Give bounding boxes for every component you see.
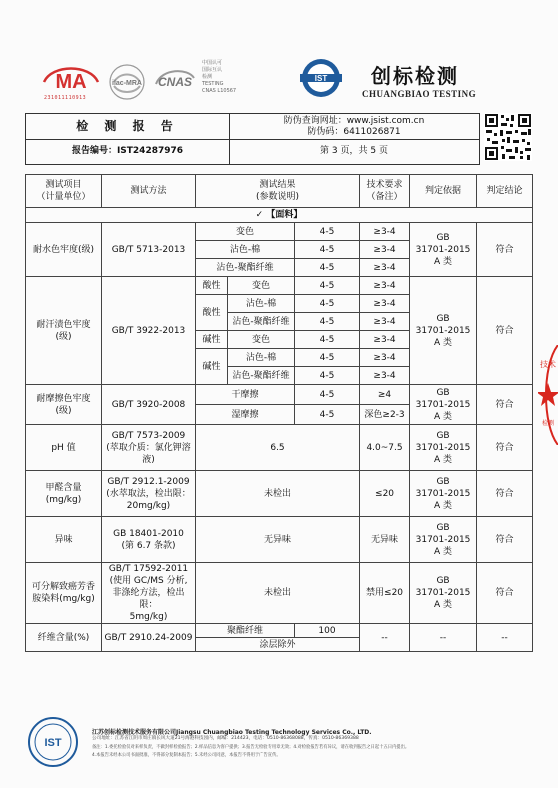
- qr-code: [484, 113, 532, 161]
- conclusion-cell: 符合: [477, 517, 533, 563]
- basis-cell: [410, 277, 477, 385]
- header-line: 测试结果: [259, 180, 296, 190]
- basis-cell: --: [410, 624, 477, 652]
- basis-line: 31701-2015: [415, 488, 471, 499]
- req-cell: ≥3-4: [360, 277, 410, 295]
- conclusion-cell: 符合: [477, 277, 533, 385]
- report-no-cell: [26, 139, 230, 164]
- param-cell: 沾色-聚酯纤维: [228, 367, 295, 385]
- item-line: 胺染料(mg/kg): [32, 594, 95, 604]
- req-cell: ≥3-4: [360, 259, 410, 277]
- value-cell: 4-5: [295, 385, 360, 405]
- item-line: (级): [55, 405, 72, 416]
- cnas-line: 检测: [202, 74, 213, 80]
- item-cell: 异味: [26, 517, 102, 563]
- ist-logo: [296, 57, 346, 99]
- header-line: （计量单位）: [36, 192, 91, 202]
- conclusion-cell: --: [477, 624, 533, 652]
- header-line: 测试项目: [45, 180, 82, 190]
- req-cell: ≥3-4: [360, 313, 410, 331]
- footer-organization: 江苏创标检测技术服务有限公司Jiangsu Chuangbiao Testing Technology Services Co., LTD.: [92, 729, 372, 736]
- item-cell: [26, 471, 102, 517]
- table-row: [26, 277, 533, 295]
- header-line: (参数说明): [256, 192, 300, 202]
- col-conclusion: 判定结论: [477, 175, 533, 208]
- table-row: [26, 425, 533, 471]
- param-cell: 沾色-棉: [228, 295, 295, 313]
- cnas-letters: CNAS: [157, 75, 193, 89]
- group-cell: 酸性: [196, 295, 228, 331]
- section-row: [26, 208, 533, 223]
- basis-line: GB: [436, 313, 450, 324]
- item-line: 耐汗渍色牢度: [36, 319, 91, 330]
- result-cell: 无异味: [196, 517, 360, 563]
- group-cell: 酸性: [196, 277, 228, 295]
- value-cell: 4-5: [295, 277, 360, 295]
- param-cell: 沾色-棉: [196, 241, 295, 259]
- item-line: (级): [55, 331, 72, 342]
- group-cell: 碱性: [196, 331, 228, 349]
- conclusion-cell: 符合: [477, 385, 533, 425]
- basis-cell: [410, 385, 477, 425]
- item-cell: pH 值: [26, 425, 102, 471]
- col-basis: 判定依据: [410, 175, 477, 208]
- note-cell: 涂层除外: [196, 638, 360, 652]
- req-cell: --: [360, 624, 410, 652]
- req-cell: ≥4: [360, 385, 410, 405]
- basis-line: A 类: [434, 411, 453, 422]
- basis-line: GB: [436, 232, 450, 243]
- cma-logo: [42, 62, 100, 92]
- footer-ist-letters: IST: [44, 737, 62, 749]
- col-method: 测试方法: [102, 175, 196, 208]
- col-requirement: [360, 175, 410, 208]
- method-line: (第 6.7 条款): [121, 540, 176, 551]
- value-cell: 4-5: [295, 259, 360, 277]
- basis-line: 31701-2015: [415, 534, 471, 545]
- basis-line: GB: [436, 576, 450, 586]
- footer-contact: 公司地址：江苏省江阴市周庄镇长风大道21号海港科技园内，邮编：214423，电话：0510-86368088，传真：0510-86369388: [92, 736, 359, 741]
- method-line: (萃取介质：氯化钾溶: [106, 442, 191, 453]
- basis-cell: [410, 517, 477, 563]
- ist-letters: IST: [314, 74, 328, 83]
- basis-cell: [410, 563, 477, 624]
- item-line: 可分解致癌芳香: [31, 582, 95, 592]
- cnas-text: [202, 60, 250, 95]
- ilac-letters: ilac-MRA: [112, 80, 142, 87]
- ma-number: 231011110913: [44, 95, 87, 101]
- test-results-table: [25, 174, 533, 652]
- method-cell: GB/T 3920-2008: [102, 385, 196, 425]
- col-item: [26, 175, 102, 208]
- anti-fake-info: [229, 116, 479, 138]
- conclusion-cell: 符合: [477, 223, 533, 277]
- method-cell: [102, 471, 196, 517]
- brand-name-cn: 创标检测: [371, 64, 459, 88]
- req-cell: ≤20: [360, 471, 410, 517]
- ma-letters: MA: [55, 71, 87, 92]
- seal-text: 技术: [540, 360, 556, 369]
- logo-header: [0, 0, 558, 110]
- seal-stamp-edge: [538, 345, 558, 445]
- seal-text: 检测: [541, 420, 555, 427]
- conclusion-cell: 符合: [477, 425, 533, 471]
- param-cell: 湿摩擦: [196, 405, 295, 425]
- section-fabric: ✓ 【面料】: [26, 208, 533, 223]
- item-cell: [26, 277, 102, 385]
- req-cell: 禁用≤20: [360, 563, 410, 624]
- basis-line: 31701-2015: [415, 588, 471, 598]
- item-cell: 耐水色牢度(级): [26, 223, 102, 277]
- cnas-logo: [152, 64, 198, 94]
- item-cell: [26, 385, 102, 425]
- table-header-row: [26, 175, 533, 208]
- result-cell: 未检出: [196, 563, 360, 624]
- value-cell: 100: [295, 624, 360, 638]
- table-row: [26, 563, 533, 624]
- table-row: [26, 385, 533, 405]
- footer-note: 4.本报告未经本公司书面批准，不得部分复制本报告；5.未经公司同意，本报告不得用于广告宣传。: [92, 753, 281, 758]
- basis-line: A 类: [434, 546, 453, 557]
- brand-name-en: CHUANGBIAO TESTING: [362, 89, 477, 99]
- header-line: 技术要求: [366, 180, 403, 190]
- basis-line: A 类: [434, 500, 453, 511]
- param-cell: 沾色-聚酯纤维: [228, 313, 295, 331]
- req-cell: ≥3-4: [360, 367, 410, 385]
- report-number: 报告编号：IST24287976: [71, 146, 184, 156]
- param-cell: 聚酯纤维: [196, 624, 295, 638]
- anti-fake-cell: [229, 114, 479, 140]
- method-line: GB/T 2912.1-2009: [107, 476, 190, 487]
- method-line: GB 18401-2010: [113, 528, 184, 539]
- basis-line: A 类: [434, 454, 453, 465]
- req-cell: 无异味: [360, 517, 410, 563]
- cnas-line: CNAS L10567: [202, 88, 237, 94]
- table-row: [26, 223, 533, 241]
- conclusion-cell: 符合: [477, 563, 533, 624]
- method-line: 非涤纶方法，检出限：: [112, 588, 185, 610]
- param-cell: 变色: [228, 277, 295, 295]
- report-title: 检 测 报 告: [76, 119, 179, 133]
- req-cell: ≥3-4: [360, 223, 410, 241]
- value-cell: 4-5: [295, 367, 360, 385]
- value-cell: 4-5: [295, 313, 360, 331]
- result-cell: 6.5: [196, 425, 360, 471]
- header-line: （备注）: [366, 192, 403, 202]
- param-cell: 干摩擦: [196, 385, 295, 405]
- item-cell: 纤维含量(%): [26, 624, 102, 652]
- value-cell: 4-5: [295, 349, 360, 367]
- title-cell: [26, 114, 230, 140]
- method-line: 5mg/kg): [129, 612, 168, 622]
- method-cell: GB/T 2910.24-2009: [102, 624, 196, 652]
- col-result: [196, 175, 360, 208]
- conclusion-cell: 符合: [477, 471, 533, 517]
- footer-note: 备注：1.委托检验仅对来样负责，不做封样检验报告；2.样品信息为客户提供；3.报告无检验专用章无效；4.对检验报告若有异议，请在收到报告之日起十五日内提出。: [92, 745, 410, 750]
- param-cell: 变色: [196, 223, 295, 241]
- method-cell: [102, 425, 196, 471]
- item-cell: [26, 563, 102, 624]
- page-cell: [229, 139, 479, 164]
- anti-fake-site: 防伪查询网址：www.jsist.com.cn: [283, 116, 425, 126]
- basis-line: A 类: [434, 337, 453, 348]
- item-line: 甲醛含量: [45, 482, 82, 493]
- basis-line: GB: [436, 430, 450, 441]
- basis-line: GB: [436, 522, 450, 533]
- basis-line: 31701-2015: [415, 244, 471, 255]
- item-line: (mg/kg): [45, 494, 82, 505]
- ilac-mra-logo: [106, 62, 148, 102]
- cnas-line: TESTING: [202, 81, 224, 87]
- table-row: [26, 471, 533, 517]
- method-line: GB/T 7573-2009: [111, 430, 186, 441]
- result-cell: 未检出: [196, 471, 360, 517]
- param-cell: 变色: [228, 331, 295, 349]
- req-cell: 4.0~7.5: [360, 425, 410, 471]
- basis-line: 31701-2015: [415, 399, 471, 410]
- method-cell: [102, 563, 196, 624]
- anti-fake-code: 防伪码：6411026871: [307, 127, 401, 137]
- value-cell: 4-5: [295, 405, 360, 425]
- basis-cell: [410, 425, 477, 471]
- value-cell: 4-5: [295, 331, 360, 349]
- req-cell: ≥3-4: [360, 349, 410, 367]
- value-cell: 4-5: [295, 223, 360, 241]
- method-line: 液): [142, 454, 155, 465]
- cnas-line: 国际互认: [202, 67, 223, 73]
- req-cell: 深色≥2-3: [360, 405, 410, 425]
- basis-line: GB: [436, 387, 450, 398]
- method-cell: GB/T 3922-2013: [102, 277, 196, 385]
- req-cell: ≥3-4: [360, 331, 410, 349]
- req-cell: ≥3-4: [360, 241, 410, 259]
- method-line: 20mg/kg): [126, 500, 171, 511]
- method-cell: GB/T 5713-2013: [102, 223, 196, 277]
- page-number: 第 3 页，共 5 页: [320, 146, 388, 156]
- basis-line: A 类: [434, 600, 453, 610]
- method-line: (水萃取法，检出限：: [106, 488, 191, 499]
- basis-line: 31701-2015: [415, 442, 471, 453]
- report-title-box: [25, 113, 480, 165]
- method-line: GB/T 17592-2011: [108, 564, 189, 574]
- method-cell: [102, 517, 196, 563]
- method-line: (使用 GC/MS 分析,: [109, 576, 188, 586]
- cnas-line: 中国认可: [202, 60, 223, 66]
- req-cell: ≥3-4: [360, 295, 410, 313]
- item-line: 耐摩擦色牢度: [36, 393, 91, 404]
- value-cell: 4-5: [295, 295, 360, 313]
- table-row: [26, 624, 533, 638]
- basis-line: GB: [436, 476, 450, 487]
- basis-cell: [410, 471, 477, 517]
- param-cell: 沾色-聚酯纤维: [196, 259, 295, 277]
- table-row: [26, 517, 533, 563]
- value-cell: 4-5: [295, 241, 360, 259]
- basis-line: A 类: [434, 256, 453, 267]
- basis-line: 31701-2015: [415, 325, 471, 336]
- param-cell: 沾色-棉: [228, 349, 295, 367]
- basis-cell: [410, 223, 477, 277]
- ist-seal-logo: [27, 716, 79, 768]
- group-cell: 碱性: [196, 349, 228, 385]
